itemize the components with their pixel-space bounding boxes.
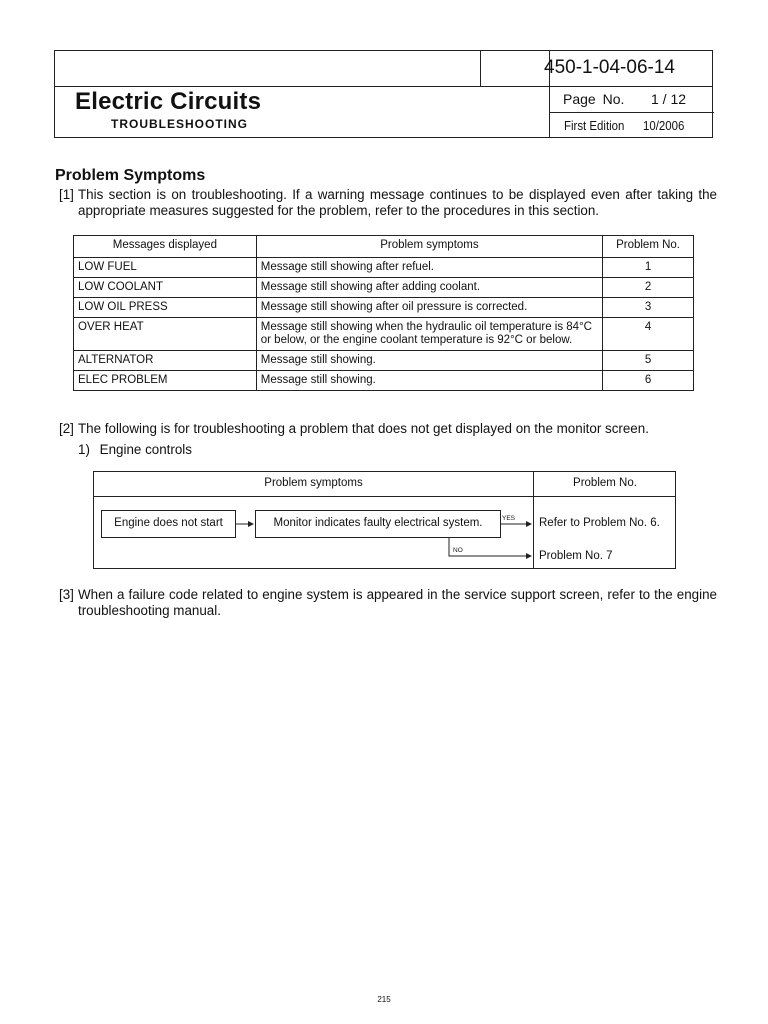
yes-label: YES: [502, 515, 516, 522]
flow-box-engine-not-start: Engine does not start: [101, 510, 236, 538]
paragraph-1: [59, 187, 717, 219]
paragraph-text: When a failure code related to engine system is appeared in the service support screen, refer to the engine troubleshooting manual.: [78, 587, 717, 618]
subsection-text: Engine controls: [99, 442, 192, 457]
flow-box-monitor-faulty: Monitor indicates faulty electrical system.: [255, 510, 501, 538]
edition-date: 10/2006: [643, 118, 685, 133]
section-heading: Problem Symptoms: [55, 167, 206, 184]
message-cell: LOW FUEL: [74, 258, 257, 278]
table-row: [74, 278, 694, 298]
table-header-row: [74, 236, 694, 258]
paragraph-number: [2]: [59, 421, 74, 436]
symptom-cell: Message still showing.: [256, 351, 602, 371]
symptom-cell: Message still showing after adding coolant.: [256, 278, 602, 298]
problem-number-cell: 1: [603, 258, 694, 278]
paragraph-number: [3]: [59, 587, 74, 602]
table-row: [74, 258, 694, 278]
problem-number-cell: 4: [603, 318, 694, 351]
message-cell: LOW OIL PRESS: [74, 298, 257, 318]
message-cell: LOW COOLANT: [74, 278, 257, 298]
document-number: 450-1-04-06-14: [544, 57, 675, 78]
table-row: [74, 371, 694, 391]
symptom-cell: Message still showing after oil pressure is corrected.: [256, 298, 602, 318]
column-header: Messages displayed: [74, 236, 257, 258]
page-footer-number: 215: [377, 995, 391, 1004]
header-divider: [549, 112, 714, 113]
engine-controls-flowchart: [93, 471, 676, 569]
page-title: Electric Circuits: [75, 88, 262, 115]
no-result: Problem No. 7: [539, 550, 613, 562]
subsection-number: 1): [78, 442, 90, 457]
subsection-title: [78, 442, 192, 457]
column-header: Problem symptoms: [264, 477, 363, 489]
no-label: NO: [453, 547, 463, 554]
document-header: [54, 50, 713, 138]
edition-label: First Edition: [564, 118, 625, 133]
problem-number-cell: 3: [603, 298, 694, 318]
symptom-cell: Message still showing when the hydraulic oil temperature is 84°C or below, or the engine coolant temperature is 92°C or below.: [256, 318, 602, 351]
message-cell: ALTERNATOR: [74, 351, 257, 371]
table-row: [74, 298, 694, 318]
paragraph-text: This section is on troubleshooting. If a warning message continues to be displayed even after taking the appropriate measures suggested for the problem, refer to the procedures in this section.: [78, 187, 717, 218]
page-subtitle: TROUBLESHOOTING: [111, 117, 248, 131]
paragraph-2: [59, 421, 717, 437]
paragraph-3: [59, 587, 717, 619]
header-divider: [480, 51, 481, 86]
symptom-cell: Message still showing.: [256, 371, 602, 391]
page-number-value: 1 / 12: [651, 91, 687, 107]
header-divider: [55, 86, 712, 87]
column-header: Problem symptoms: [256, 236, 602, 258]
page-number-label: Page No.: [563, 91, 625, 107]
message-cell: OVER HEAT: [74, 318, 257, 351]
column-header: Problem No.: [573, 477, 637, 489]
column-header: Problem No.: [603, 236, 694, 258]
problem-number-cell: 6: [603, 371, 694, 391]
messages-table: [73, 235, 694, 391]
paragraph-text: The following is for troubleshooting a problem that does not get displayed on the monitor screen.: [78, 421, 649, 436]
paragraph-number: [1]: [59, 187, 74, 202]
problem-number-cell: 5: [603, 351, 694, 371]
problem-number-cell: 2: [603, 278, 694, 298]
message-cell: ELEC PROBLEM: [74, 371, 257, 391]
table-row: [74, 318, 694, 351]
yes-result: Refer to Problem No. 6.: [539, 517, 660, 529]
table-row: [74, 351, 694, 371]
symptom-cell: Message still showing after refuel.: [256, 258, 602, 278]
